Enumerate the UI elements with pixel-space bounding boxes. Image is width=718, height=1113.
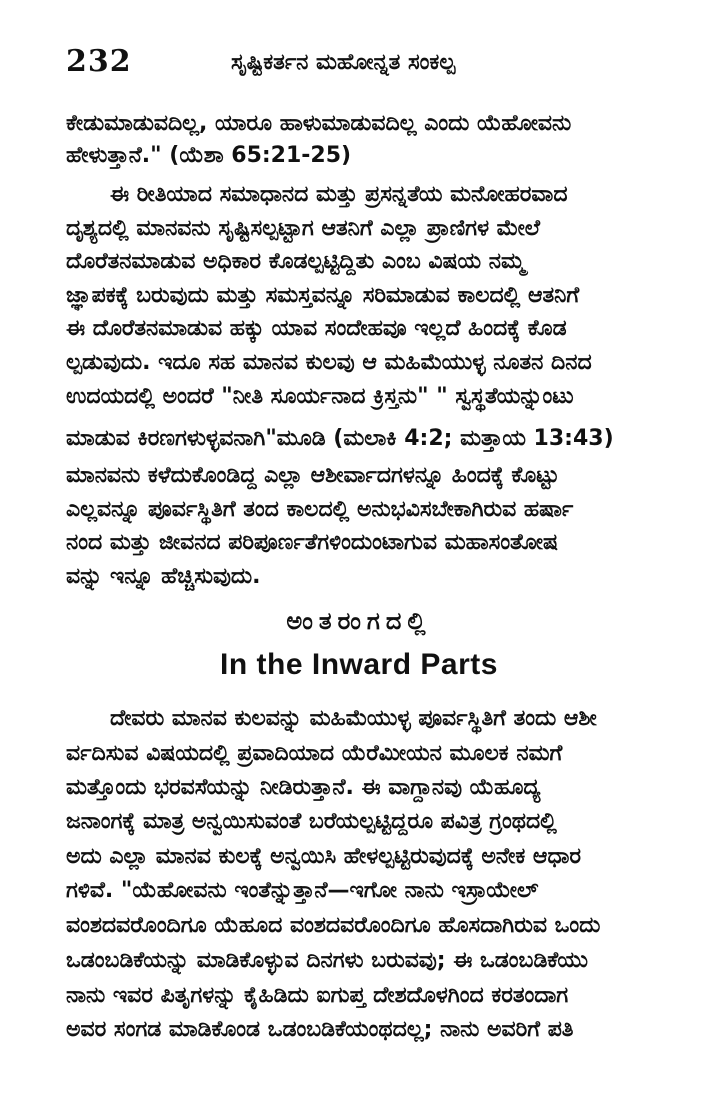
text-line: ಅವರ ಸಂಗಡ ಮಾಡಿಕೊಂಡ ಒಡಂಬಡಿಕೆಯಂಥದಲ್ಲ; ನಾನು ಅವರಿಗೆ ಪತಿ: [66, 1017, 574, 1042]
text-line: ವಂಶದವರೊಂದಿಗೂ ಯೆಹೂದ ವಂಶದವರೊಂದಿಗೂ ಹೊಸದಾಗಿರುವ ಒಂದು: [66, 913, 601, 938]
text-line: ರ್ವದಿಸುವ ವಿಷಯದಲ್ಲಿ ಪ್ರವಾದಿಯಾದ ಯೆರೆಮೀಯನ ಮೂಲಕ ನಮಗೆ: [66, 741, 563, 766]
text-line: ದೇವರು ಮಾನವ ಕುಲವನ್ನು ಮಹಿಮೆಯುಳ್ಳ ಪೂರ್ವಸ್ಥಿತಿಗೆ ತಂದು ಆಶೀ: [110, 706, 597, 731]
text-line: ಎಲ್ಲವನ್ನೂ ಪೂರ್ವಸ್ಥಿತಿಗೆ ತಂದ ಕಾಲದಲ್ಲಿ ಅನುಭವಿಸಬೇಕಾಗಿರುವ ಹರ್ಷಾ: [66, 497, 574, 522]
running-title: ಸೃಷ್ಟಿಕರ್ತನ ಮಹೋನ್ನತ ಸಂಕಲ್ಪ: [231, 50, 456, 75]
text-line: ಲ್ಪಡುವುದು. ಇದೂ ಸಹ ಮಾನವ ಕುಲವು ಆ ಮಹಿಮೆಯುಳ್ಳ ನೂತನ ದಿನದ: [66, 350, 592, 375]
text-line: ಅದು ಎಲ್ಲಾ ಮಾನವ ಕುಲಕ್ಕೆ ಅನ್ವಯಿಸಿ ಹೇಳಲ್ಪಟ್ಟಿರುವುದಕ್ಕೆ ಅನೇಕ ಆಧಾರ: [66, 844, 582, 869]
text-line: ಗಳಿವೆ. "ಯೆಹೋವನು ಇಂತೆನ್ನುತ್ತಾನೆ—ಇಗೋ ನಾನು ಇಸ್ರಾಯೇಲ್: [66, 878, 539, 903]
text-line: ನಾನು ಇವರ ಪಿತೃಗಳನ್ನು ಕೈಹಿಡಿದು ಐಗುಪ್ತ ದೇಶದೊಳಗಿಂದ ಕರತಂದಾಗ: [66, 983, 569, 1008]
section-title-english: In the Inward Parts: [220, 648, 498, 681]
text-line: ನಂದ ಮತ್ತು ಜೀವನದ ಪರಿಪೂರ್ಣತೆಗಳಿಂದುಂಟಾಗುವ ಮಹಾಸಂತೋಷ: [66, 530, 558, 555]
text-line: ದೃಶ್ಯದಲ್ಲಿ ಮಾನವನು ಸೃಷ್ಟಿಸಲ್ಪಟ್ಟಾಗ ಆತನಿಗೆ ಎಲ್ಲಾ ಪ್ರಾಣಿಗಳ ಮೇಲೆ: [66, 216, 540, 241]
section-title-kannada: ಅಂತರಂಗದಲ್ಲಿ: [286, 607, 432, 635]
text-line: ಈ ರೀತಿಯಾದ ಸಮಾಧಾನದ ಮತ್ತು ಪ್ರಸನ್ನತೆಯ ಮನೋಹರವಾದ: [110, 182, 568, 207]
text-line: ಮತ್ತೊಂದು ಭರವಸೆಯನ್ನು ನೀಡಿರುತ್ತಾನೆ. ಈ ವಾಗ್ದಾನವು ಯೆಹೂದ್ಯ: [66, 775, 541, 800]
text-line: ಹೇಳುತ್ತಾನೆ." (ಯೆಶಾ 65:21-25): [66, 143, 352, 168]
text-line: ಮಾನವನು ಕಳೆದುಕೊಂಡಿದ್ದ ಎಲ್ಲಾ ಆಶೀರ್ವಾದಗಳನ್ನೂ ಹಿಂದಕ್ಕೆ ಕೊಟ್ಟು: [66, 463, 560, 488]
text-line: ಈ ದೊರೆತನಮಾಡುವ ಹಕ್ಕು ಯಾವ ಸಂದೇಹವೂ ಇಲ್ಲದೆ ಹಿಂದಕ್ಕೆ ಕೊಡ: [66, 316, 567, 341]
text-line: ಮಾಡುವ ಕಿರಣಗಳುಳ್ಳವನಾಗಿ"ಮೂಡಿ (ಮಲಾಕಿ 4:2; ಮತ್ತಾಯ 13:43): [66, 426, 614, 451]
text-line: ಉದಯದಲ್ಲಿ ಅಂದರೆ "ನೀತಿ ಸೂರ್ಯನಾದ ಕ್ರಿಸ್ತನು" " ಸ್ವಸ್ಥತೆಯನ್ನುಂಟು: [66, 384, 574, 409]
page-header: [66, 44, 666, 84]
text-line: ದೊರೆತನಮಾಡುವ ಅಧಿಕಾರ ಕೊಡಲ್ಪಟ್ಟಿದ್ದಿತು ಎಂಬ ವಿಷಯ ನಮ್ಮ: [66, 249, 525, 274]
text-line: ಜ್ಞಾಪಕಕ್ಕೆ ಬರುವುದು ಮತ್ತು ಸಮಸ್ತವನ್ನೂ ಸರಿಮಾಡುವ ಕಾಲದಲ್ಲಿ ಆತನಿಗೆ: [66, 283, 580, 308]
page-number: 232: [66, 44, 132, 79]
text-line: ಜನಾಂಗಕ್ಕೆ ಮಾತ್ರ ಅನ್ವಯಿಸುವಂತೆ ಬರೆಯಲ್ಪಟ್ಟಿದ್ದರೂ ಪವಿತ್ರ ಗ್ರಂಥದಲ್ಲಿ: [66, 809, 557, 834]
text-line: ವನ್ನು ಇನ್ನೂ ಹೆಚ್ಚಿಸುವುದು.: [66, 564, 261, 589]
text-line: ಒಡಂಬಡಿಕೆಯನ್ನು ಮಾಡಿಕೊಳ್ಳುವ ದಿನಗಳು ಬರುವವು; ಈ ಒಡಂಬಡಿಕೆಯು: [66, 948, 588, 973]
text-line: ಕೇಡುಮಾಡುವದಿಲ್ಲ, ಯಾರೂ ಹಾಳುಮಾಡುವದಿಲ್ಲ ಎಂದು ಯೆಹೋವನು: [66, 111, 572, 136]
